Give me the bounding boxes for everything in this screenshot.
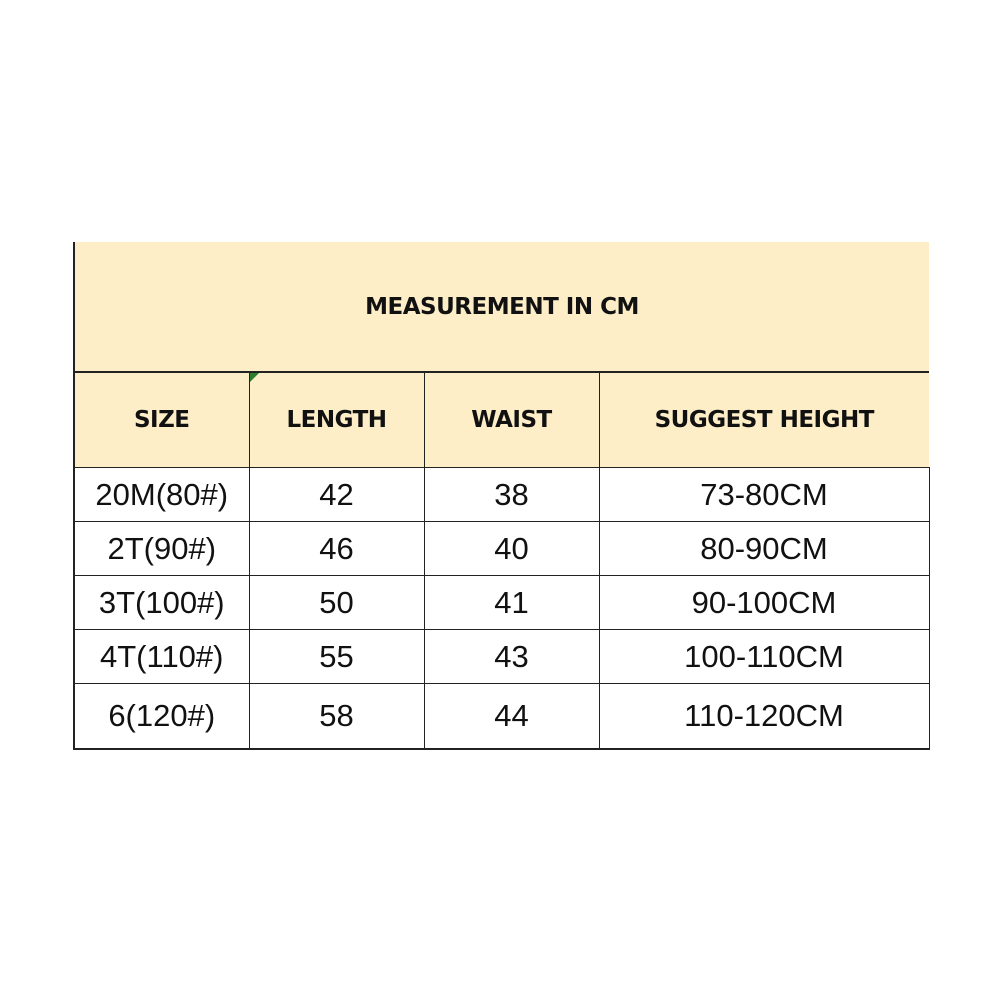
size-chart-table [73, 242, 930, 750]
table-row [74, 684, 929, 750]
header-waist: WAIST [424, 372, 599, 468]
cell-suggest-height: 80-90CM [599, 522, 929, 576]
cell-size: 3T(100#) [74, 576, 249, 630]
cell-waist: 44 [424, 684, 599, 750]
cell-suggest-height: 100-110CM [599, 630, 929, 684]
cell-waist: 38 [424, 468, 599, 522]
cell-waist: 40 [424, 522, 599, 576]
cell-size: 2T(90#) [74, 522, 249, 576]
cell-suggest-height: 73-80CM [599, 468, 929, 522]
cell-waist: 43 [424, 630, 599, 684]
cell-length: 42 [249, 468, 424, 522]
cell-length: 55 [249, 630, 424, 684]
cell-waist: 41 [424, 576, 599, 630]
cell-size: 4T(110#) [74, 630, 249, 684]
cell-length: 46 [249, 522, 424, 576]
header-row [74, 372, 929, 468]
table-title: MEASUREMENT IN CM [74, 242, 929, 372]
table-row [74, 576, 929, 630]
header-size: SIZE [74, 372, 249, 468]
header-suggest-height: SUGGEST HEIGHT [599, 372, 929, 468]
cell-size: 6(120#) [74, 684, 249, 750]
cell-length: 50 [249, 576, 424, 630]
cell-corner-indicator [250, 373, 259, 382]
header-length [249, 372, 424, 468]
table-row [74, 522, 929, 576]
cell-suggest-height: 110-120CM [599, 684, 929, 750]
cell-size: 20M(80#) [74, 468, 249, 522]
header-length-label: LENGTH [286, 407, 387, 433]
title-row [74, 242, 929, 372]
table-row [74, 630, 929, 684]
table-row [74, 468, 929, 522]
cell-length: 58 [249, 684, 424, 750]
cell-suggest-height: 90-100CM [599, 576, 929, 630]
